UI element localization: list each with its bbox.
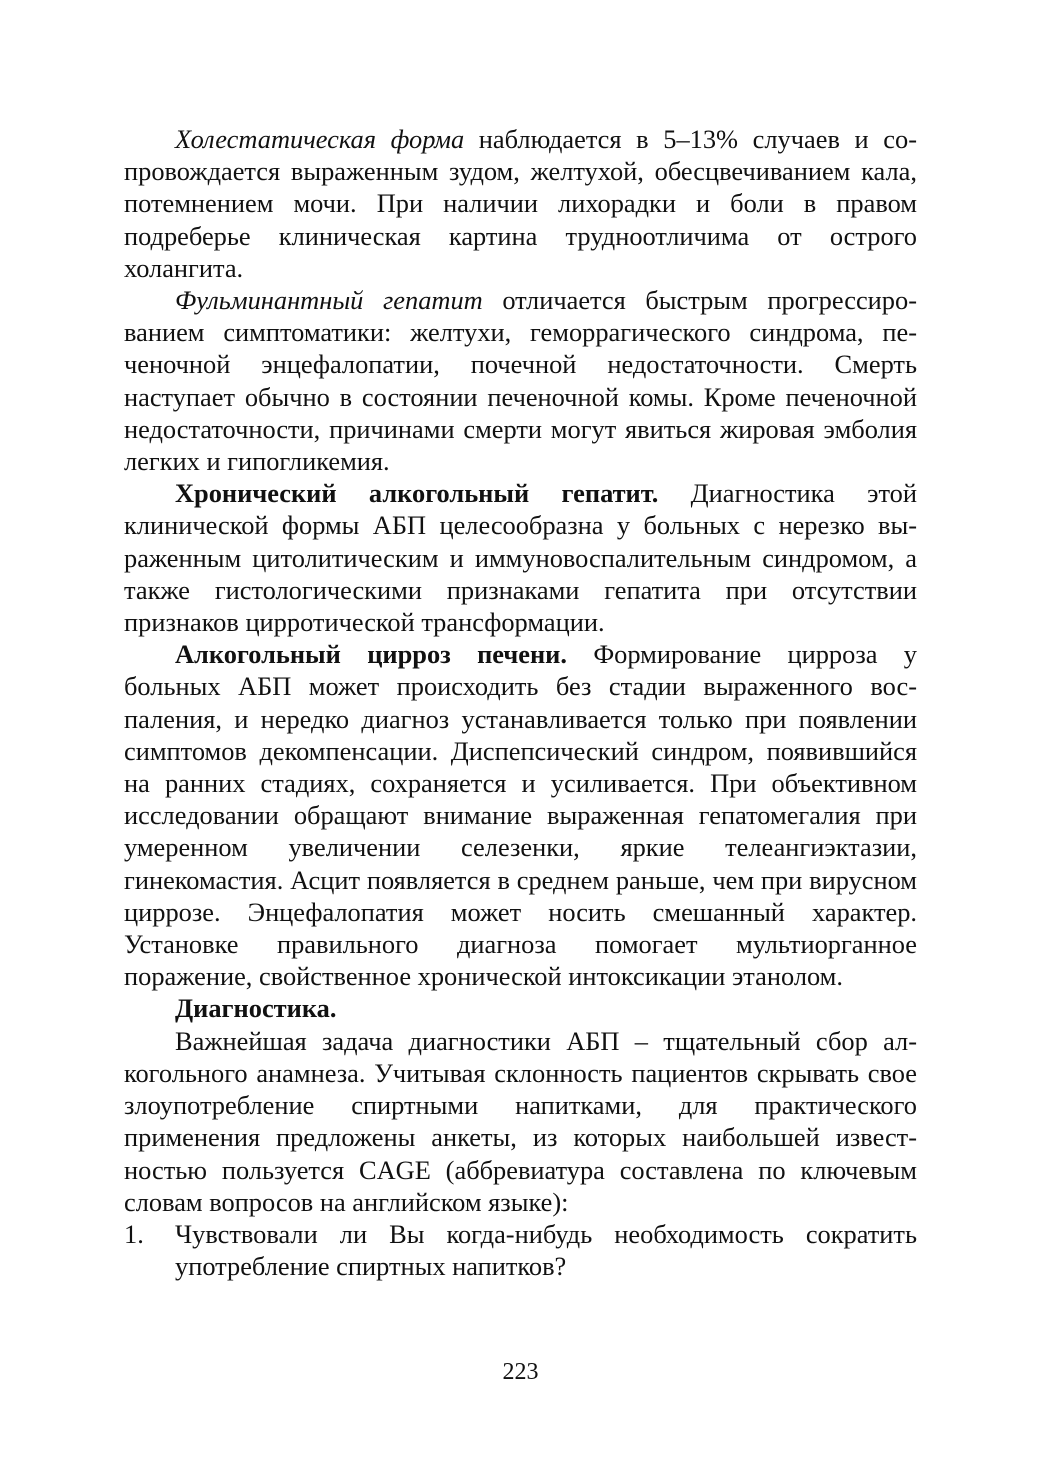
- list-item-text: Чувствовали ли Вы когда-нибудь необходимость сократить употребление спиртных напитков?: [175, 1218, 917, 1282]
- term-cirrhosis: Алкогольный цирроз печени.: [175, 639, 567, 670]
- text-fulminant: отличается быстрым прогрессированием симптоматики: желтухи, геморрагического синдрома, печеночной энцефалопатии, почечной недостаточности. Смерть наступает обычно в состоянии печеночной комы. Кроме печеночной недостаточности, причинами смерти могут явиться жировая эмболия легких и гипогликемия.: [124, 285, 917, 477]
- paragraph-fulminant: [124, 284, 917, 477]
- paragraph-cirrhosis: [124, 638, 917, 992]
- text-cholestatic: наблюдается в 5–13% случаев и сопровождается выраженным зудом, желтухой, обесцвечиванием кала, потемнением мочи. При наличии лихорадки и боли в правом подреберье клиническая картина трудноотличима от острого холангита.: [124, 124, 918, 283]
- text-cirrhosis: Формирование цирроза у больных АБП может происходить без стадии выраженного воспаления, и нередко диагноз устанавливается только при появлении симптомов декомпенсации. Диспепсический синдром, появившийся на ранних стадиях, сохраняется и усиливается. При объективном исследовании обращают внимание выраженная гепатомегалия при умеренном увеличении селезенки, яркие телеангиэктазии, гинекомастия. Асцит появляется в среднем раньше, чем при вирусном циррозе. Энцефалопатия может носить смешанный характер. Установке правильного диагноза помогает мультиорганное поражение, свойственное хронической интоксикации этанолом.: [124, 639, 917, 992]
- paragraph-diagnostics: Важнейшая задача диагностики АБП – тщательный сбор алкогольного анамнеза. Учитывая склонность пациентов скрывать свое злоупотребление спиртными напитками, для практического применения предложены анкеты, из которых наибольшей известностью пользуется CAGE (аббревиатура составлена по ключевым словам вопросов на английском языке):: [124, 1025, 917, 1217]
- text-chronic-hepatitis: Диагностика этой клинической формы АБП целесообразна у больных с нерезко выраженным цитолитическим и иммуновоспалительным синдромом, а также гистологическими признаками гепатита при отсутствии признаков цирротической трансформации.: [124, 478, 917, 638]
- paragraph-cholestatic: [124, 123, 917, 284]
- term-cholestatic: Холестатическая форма: [175, 124, 465, 154]
- page-number: 223: [502, 1359, 539, 1385]
- paragraph-chronic-hepatitis: [124, 477, 917, 638]
- list-item: [124, 1218, 917, 1282]
- term-fulminant: Фульминантный гепатит: [175, 285, 483, 316]
- list-item-number: 1.: [124, 1218, 144, 1249]
- heading-diagnostics: Диагностика.: [175, 993, 337, 1024]
- page-body: [124, 123, 917, 1282]
- cage-questions-list: [124, 1218, 917, 1282]
- term-chronic-hepatitis: Хронический алкогольный гепатит.: [175, 478, 659, 509]
